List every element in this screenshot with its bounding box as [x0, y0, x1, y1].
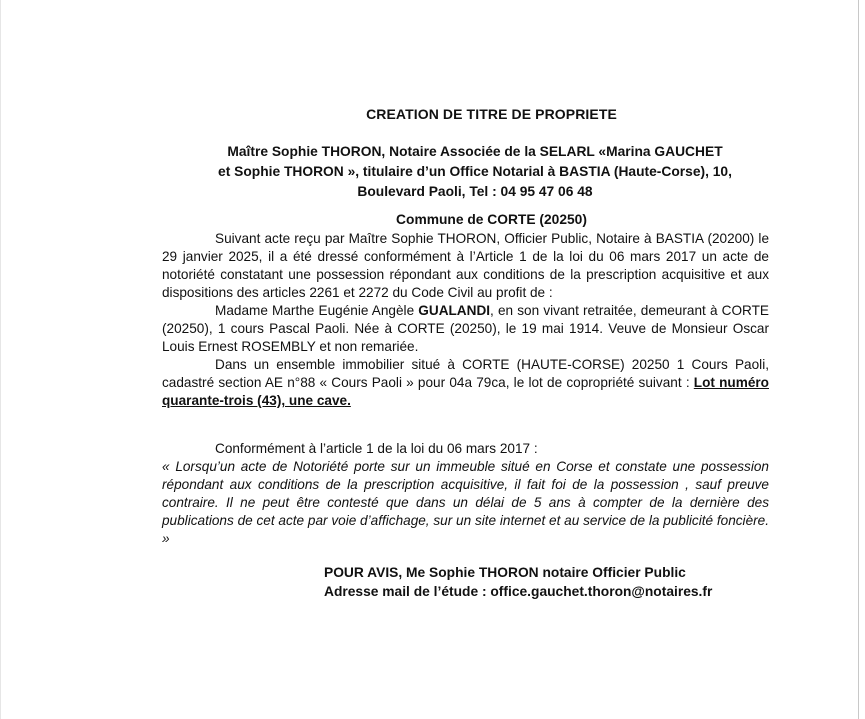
signature-line: POUR AVIS, Me Sophie THORON notaire Officier Public [324, 565, 686, 580]
lot-description: Lot numéro quarante-trois (43), une cave. [162, 375, 769, 408]
paragraph-beneficiary [162, 302, 769, 356]
notary-header-line-1: Maître Sophie THORON, Notaire Associée de la SELARL «Marina GAUCHET [227, 144, 723, 159]
signature-block [324, 563, 712, 601]
beneficiary-details: , en son vivant retraitée, demeurant à CORTE (20250), 1 cours Pascal Paoli. Née à CORTE (20250), le 19 mai 1914. Veuve de Monsieur Oscar Louis Ernest ROSEMBLY et non remariée. [162, 303, 769, 354]
document-body [162, 230, 769, 410]
legal-quote: « Lorsqu’un acte de Notoriété porte sur un immeuble situé en Corse et constate une possession répondant aux conditions de la prescription acquisitive, il fait foi de la possession , sauf preuve contraire. Il ne peut être contesté que dans un délai de 5 ans à compter de la dernière des publications de cet acte par voie d’affichage, sur un site internet et au service de la publicité foncière. » [162, 459, 769, 546]
beneficiary-prefix: Madame Marthe Eugénie Angèle [215, 303, 419, 318]
paragraph-property [162, 356, 769, 410]
paragraph-act: Suivant acte reçu par Maître Sophie THORON, Officier Public, Notaire à BASTIA (20200) le 29 janvier 2025, il a été dressé conformément à l’Article 1 de la loi du 06 mars 2017 un acte de notoriété constatant une possession répondant aux conditions de la prescription acquisitive et aux dispositions des articles 2261 et 2272 du Code Civil au profit de : [162, 231, 769, 300]
document-title: CREATION DE TITRE DE PROPRIETE [366, 106, 617, 122]
notary-header-line-3: Boulevard Paoli, Tel : 04 95 47 06 48 [357, 184, 593, 199]
notary-header [162, 142, 788, 202]
commune-heading: Commune de CORTE (20250) [396, 212, 587, 227]
beneficiary-surname: GUALANDI [418, 303, 491, 318]
contact-email-line: Adresse mail de l’étude : office.gauchet.thoron@notaires.fr [324, 584, 713, 599]
legal-reference: Conformément à l’article 1 de la loi du 06 mars 2017 : [215, 441, 538, 456]
notary-header-line-2: et Sophie THORON », titulaire d’un Office Notarial à BASTIA (Haute-Corse), 10, [218, 164, 732, 179]
property-description: Dans un ensemble immobilier situé à CORTE (HAUTE-CORSE) 20250 1 Cours Paoli, cadastré section AE n°88 « Cours Paoli » pour 04a 79ca, le lot de copropriété suivant : [162, 357, 769, 390]
